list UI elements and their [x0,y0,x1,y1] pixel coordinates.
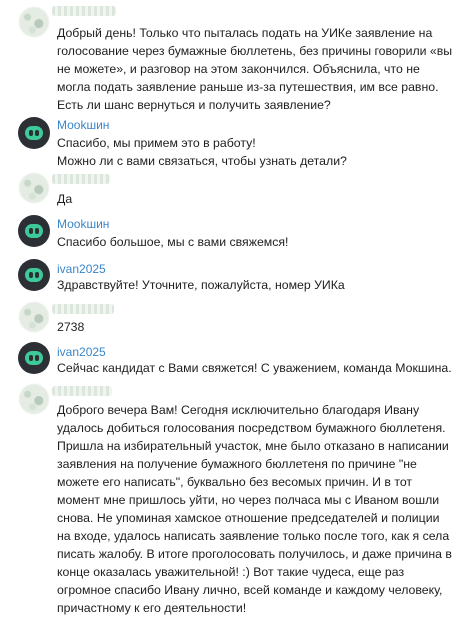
message-text: Добрый день! Только что пыталась подать на УИКе заявление на голосование через бумажные бюллетень, без причины говорили «вы не можете», и разговор на этом закончился. Объяснила, что не могла подать заявление раньше из-за путешествия, им все равно. Есть ли шанс вернуться и получить заявление? [57,26,456,112]
bot-avatar[interactable] [18,117,50,149]
bot-avatar[interactable] [18,215,50,247]
message-text: Спасибо большое, мы с вами свяжемся! [57,235,289,249]
user-name-blurred [52,304,114,314]
bot-icon [25,268,43,282]
bot-icon [25,224,43,238]
message-text: Спасибо, мы примем это в работу! Можно ли с вами связаться, чтобы узнать детали? [57,136,347,168]
message-text: Сейчас кандидат с Вами свяжется! С уважением, команда Мокшина. [57,361,452,375]
user-avatar[interactable] [18,172,50,204]
author-name[interactable]: ivan2025 [57,345,106,359]
bot-avatar[interactable] [18,259,50,291]
user-name-blurred [52,6,116,16]
message-text: Да [57,192,73,206]
user-avatar[interactable] [18,301,50,333]
user-name-blurred [52,386,112,396]
message-text: 2738 [57,320,85,334]
bot-icon [25,126,43,140]
author-name[interactable]: ivan2025 [57,262,106,276]
user-avatar[interactable] [18,383,50,415]
bot-avatar[interactable] [18,342,50,374]
message-text: Здравствуйте! Уточните, пожалуйста, номер УИКа [57,278,345,292]
author-name[interactable]: Мооkшин [57,217,110,231]
user-name-blurred [52,174,110,184]
bot-icon [25,351,43,365]
author-name[interactable]: Мооkшин [57,118,110,132]
user-avatar[interactable] [18,6,50,38]
message-text: Доброго вечера Вам! Сегодня исключительно благодаря Ивану удалось добиться голосования посредством бумажного бюллетеня. Пришла на избирательный участок, мне было отказано в написании заявления на получение бумажного бюллетеня по причине "не можете его написать", буквально без весомых причин. И в тот момент мне пришлось уйти, но через полчаса мы с Иваном вошли снова. Не упоминая хамское отношение председателей и полиции на входе, удалось написать заявление только после того, как я села писать жалобу. В итоге проголосовать получилось, и даже причина в конце оказалась уважительной! :) Вот такие чудеса, еще раз огромное спасибо Ивану лично, всей команде и каждому человеку, причастному к его деятельности! [57,403,456,615]
